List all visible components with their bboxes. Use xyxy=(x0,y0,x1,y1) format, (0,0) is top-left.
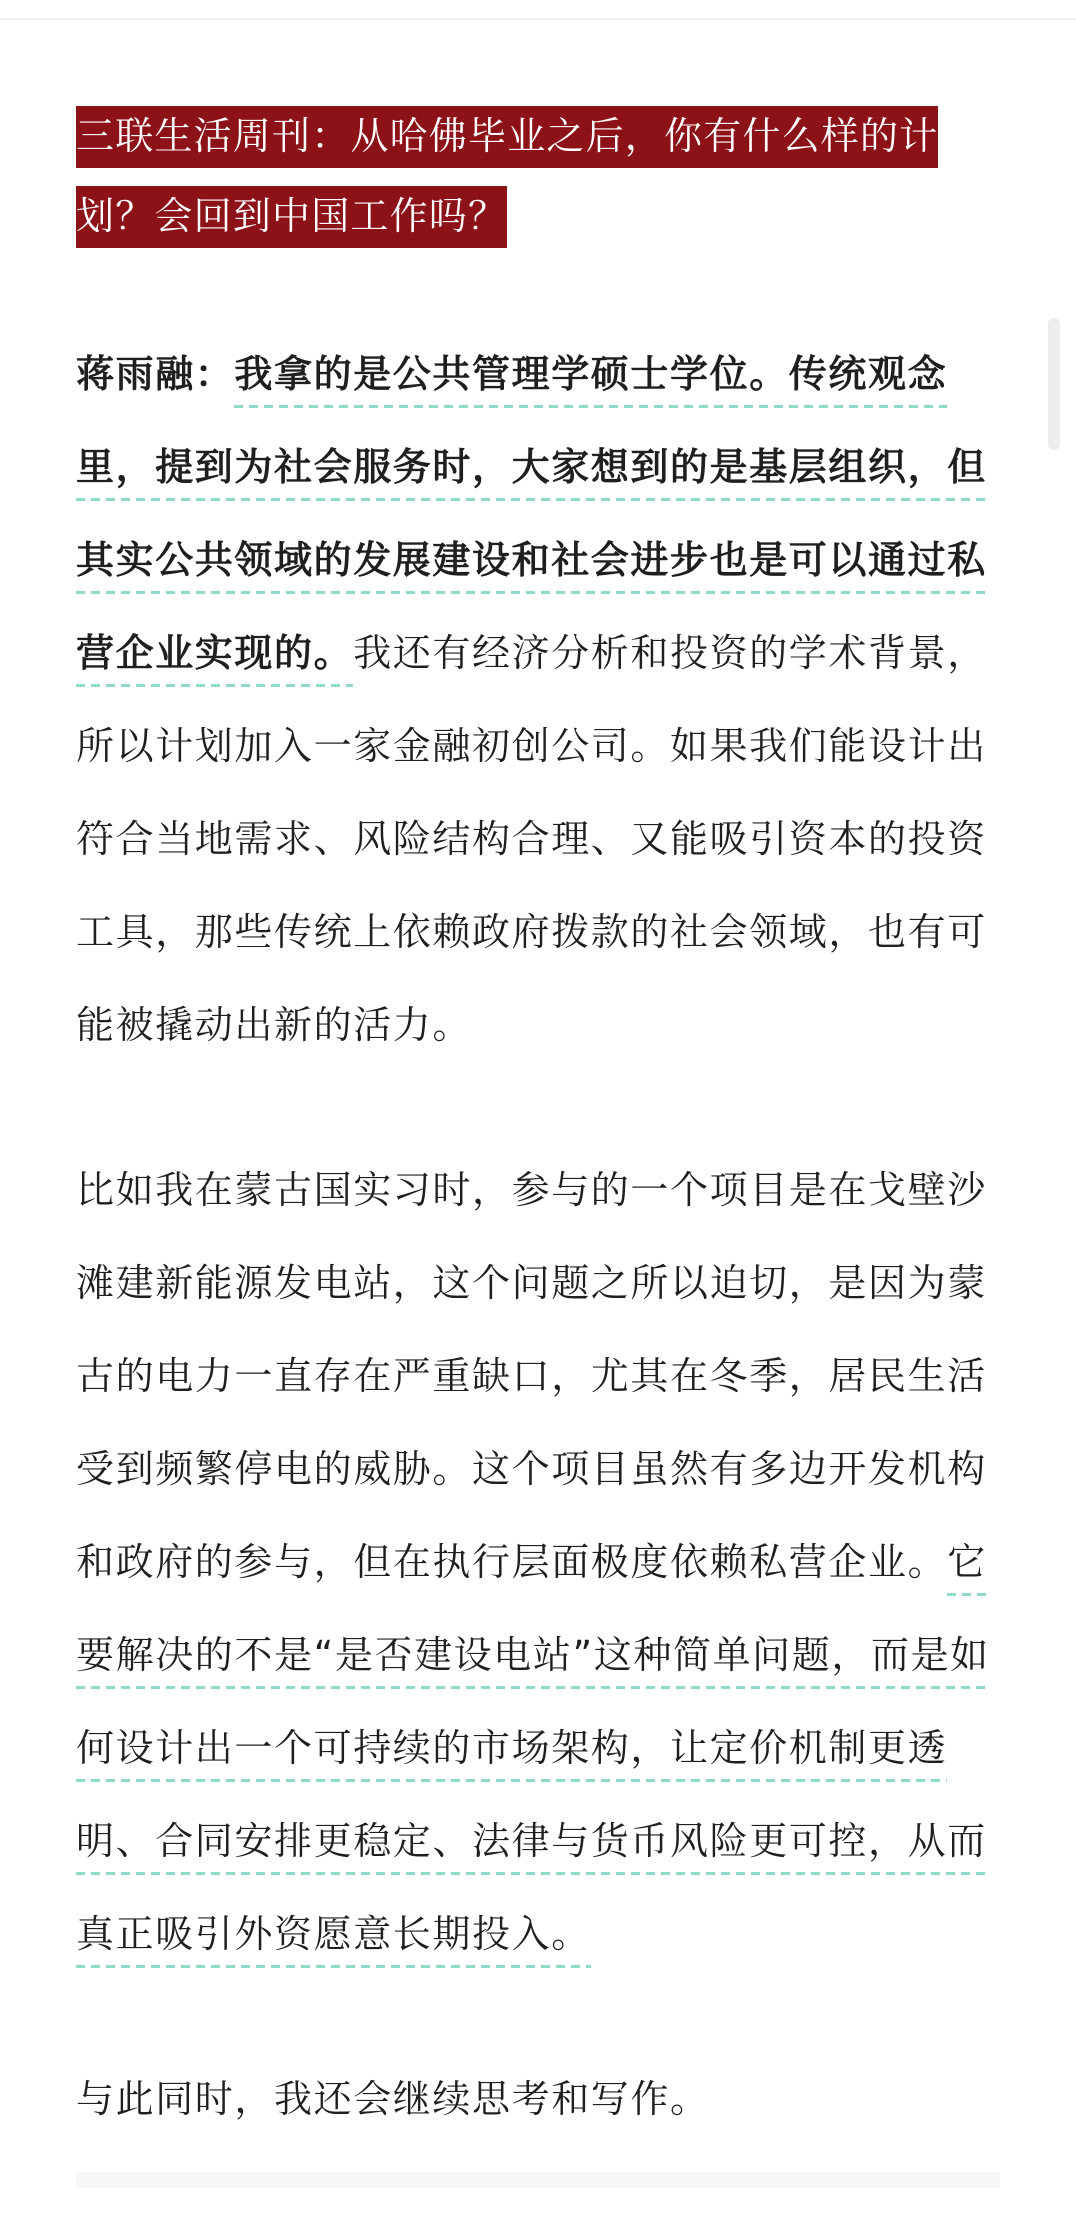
bottom-edge xyxy=(76,2172,1000,2188)
article-body xyxy=(76,96,1000,2218)
answer-text-1: 我还有经济分析和投资的学术背景，所以计划加入一家金融初创公司。如果我们能设计出符合当地需求、风险结构合理、又能吸引资本的投资工具，那些传统上依赖政府拨款的社会领域，也有可能被撬动出新的活力。 xyxy=(76,631,987,1047)
scrollbar-thumb[interactable] xyxy=(1048,318,1060,450)
underlined-highlight-2: 它要解决的不是“是否建设电站”这种简单问题，而是如何设计出一个可持续的市场架构，让定价机制更透明、合同安排更稳定、法律与货币风险更可控，从而真正吸引外资愿意长期投入。 xyxy=(76,1540,990,1968)
speaker-name: 蒋雨融： xyxy=(76,352,235,396)
underlined-highlight-1: 我拿的是公共管理学硕士学位。传统观念里，提到为社会服务时，大家想到的是基层组织，但其实公共领域的发展建设和社会进步也是可以通过私营企业实现的。 xyxy=(76,352,987,687)
top-divider xyxy=(0,18,1076,20)
interview-question xyxy=(76,96,1000,256)
question-highlight: 三联生活周刊：从哈佛毕业之后，你有什么样的计划？会回到中国工作吗？ xyxy=(76,106,938,248)
answer-paragraph-3: 与此同时，我还会继续思考和写作。 xyxy=(76,2077,710,2121)
answer-paragraph-1 xyxy=(76,328,1000,1072)
answer-text-2: 比如我在蒙古国实习时，参与的一个项目是在戈壁沙滩建新能源发电站，这个问题之所以迫切，是因为蒙古的电力一直存在严重缺口，尤其在冬季，居民生活受到频繁停电的威胁。这个项目虽然有多边开发机构和政府的参与，但在执行层面极度依赖私营企业。 xyxy=(76,1168,987,1584)
answer-paragraph-2 xyxy=(76,1144,1000,1981)
